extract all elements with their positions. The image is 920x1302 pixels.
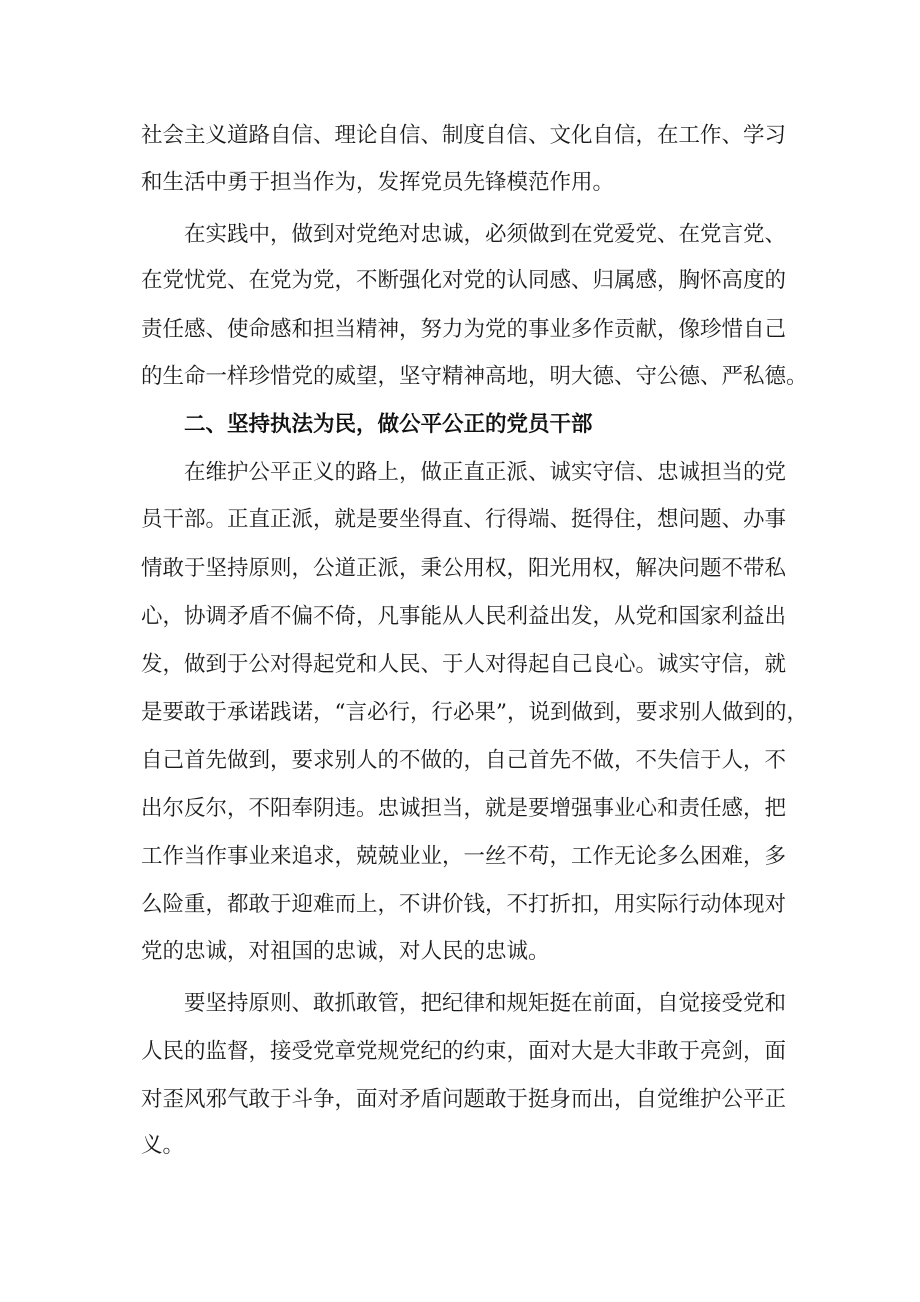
paragraph-3-line-11: 党的忠诚，对祖国的忠诚，对人民的忠诚。 (141, 939, 550, 964)
paragraph-1-line-1: 社会主义道路自信、理论自信、制度自信、文化自信，在工作、学习 (141, 123, 787, 148)
section-heading: 二、坚持执法为民，做公平公正的党员干部 (184, 412, 593, 437)
paragraph-3-line-3: 情敢于坚持原则，公道正派，秉公用权，阳光用权，解决问题不带私 (141, 556, 787, 581)
paragraph-4-line-1: 要坚持原则、敢抓敢管，把纪律和规矩挺在前面，自觉接受党和 (184, 991, 787, 1016)
paragraph-3-line-5: 发，做到于公对得起党和人民、于人对得起自己良心。诚实守信，就 (141, 652, 787, 677)
paragraph-2-line-4: 的生命一样珍惜党的威望，坚守精神高地，明大德、守公德、严私德。 (141, 364, 808, 389)
paragraph-3-line-7: 自己首先做到，要求别人的不做的，自己首先不做，不失信于人，不 (141, 748, 787, 773)
paragraph-1-line-2: 和生活中勇于担当作为，发挥党员先锋模范作用。 (141, 170, 615, 195)
paragraph-4-line-2: 人民的监督，接受党章党规党纪的约束，面对大是大非敢于亮剑，面 (141, 1039, 787, 1064)
paragraph-2-line-1: 在实践中，做到对党绝对忠诚，必须做到在党爱党、在党言党、 (184, 222, 787, 247)
paragraph-3-line-8: 出尔反尔，不阳奉阴违。忠诚担当，就是要增强事业心和责任感，把 (141, 796, 787, 821)
paragraph-4-line-4: 义。 (141, 1133, 185, 1158)
paragraph-3-line-2: 员干部。正直正派，就是要坐得直、行得端、挺得住，想问题、办事 (141, 507, 787, 532)
paragraph-2-line-2: 在党忧党、在党为党，不断强化对党的认同感、归属感，胸怀高度的 (141, 268, 787, 293)
paragraph-2-line-3: 责任感、使命感和担当精神，努力为党的事业多作贡献，像珍惜自己 (141, 317, 787, 342)
paragraph-3-line-1: 在维护公平正义的路上，做正直正派、诚实守信、忠诚担当的党 (184, 460, 787, 485)
paragraph-3-line-4: 心，协调矛盾不偏不倚，凡事能从人民利益出发，从党和国家利益出 (141, 604, 787, 629)
paragraph-3-line-9: 工作当作事业来追求，兢兢业业，一丝不苟，工作无论多么困难，多 (141, 844, 787, 869)
paragraph-4-line-3: 对歪风邪气敢于斗争，面对矛盾问题敢于挺身而出，自觉维护公平正 (141, 1087, 787, 1112)
paragraph-3-line-10: 么险重，都敢于迎难而上，不讲价钱，不打折扣，用实际行动体现对 (141, 892, 787, 917)
paragraph-3-line-6: 是要敢于承诺践诺，“言必行，行必果”，说到做到，要求别人做到的， (141, 700, 808, 725)
